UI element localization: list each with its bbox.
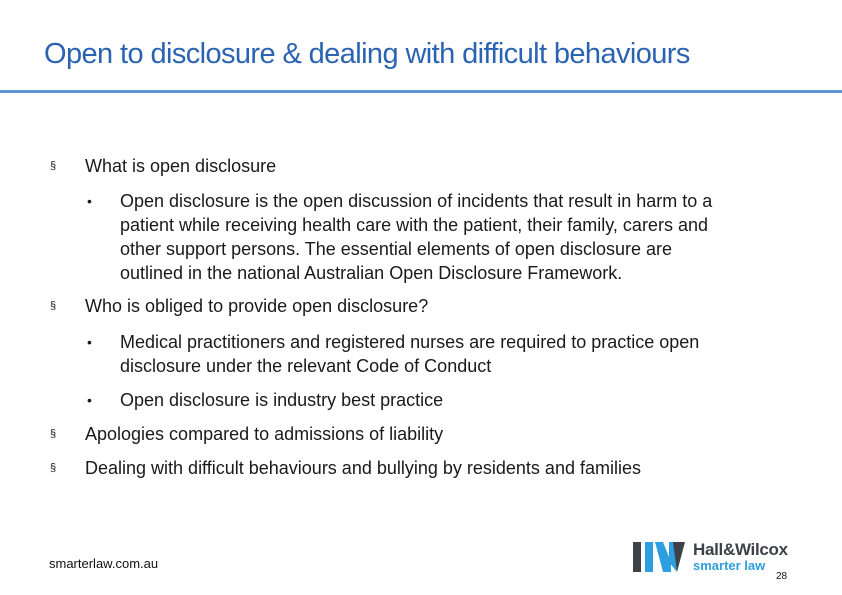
sub-bullet-item: Open disclosure is the open discussion of incidents that result in harm to a xyxy=(120,191,713,211)
footer-website-link[interactable]: smarterlaw.com.au xyxy=(49,556,159,571)
logo-tagline: smarter law xyxy=(693,558,766,573)
sub-bullet-marker: • xyxy=(87,193,92,209)
hall-wilcox-logo xyxy=(633,540,788,574)
title-underline xyxy=(0,90,842,93)
bullet-item-what-is-open-disclosure: What is open disclosure xyxy=(85,156,277,176)
bullet-marker: § xyxy=(50,462,57,474)
bullet-item-apologies: Apologies compared to admissions of liability xyxy=(85,424,444,444)
sub-bullet-item: Open disclosure is industry best practice xyxy=(120,390,444,410)
bullet-marker: § xyxy=(50,160,57,172)
logo-mark-icon xyxy=(633,540,687,574)
bullet-marker: § xyxy=(50,428,57,440)
sub-bullet-item: outlined in the national Australian Open Disclosure Framework. xyxy=(120,263,623,283)
bullet-marker: § xyxy=(50,300,57,312)
sub-bullet-item: other support persons. The essential elements of open disclosure are xyxy=(120,239,672,259)
sub-bullet-item: Medical practitioners and registered nurses are required to practice open xyxy=(120,332,700,352)
sub-bullet-item: disclosure under the relevant Code of Conduct xyxy=(120,356,492,376)
sub-bullet-item: patient while receiving health care with the patient, their family, carers and xyxy=(120,215,708,235)
page-number: 28 xyxy=(776,571,788,582)
logo-name: Hall&Wilcox xyxy=(693,540,788,559)
sub-bullet-marker: • xyxy=(87,334,92,350)
bullet-item-difficult-behaviours: Dealing with difficult behaviours and bullying by residents and families xyxy=(85,458,641,478)
bullet-item-who-is-obliged: Who is obliged to provide open disclosure? xyxy=(85,296,429,316)
slide-title: Open to disclosure & dealing with difficult behaviours xyxy=(44,38,690,70)
sub-bullet-marker: • xyxy=(87,392,92,408)
